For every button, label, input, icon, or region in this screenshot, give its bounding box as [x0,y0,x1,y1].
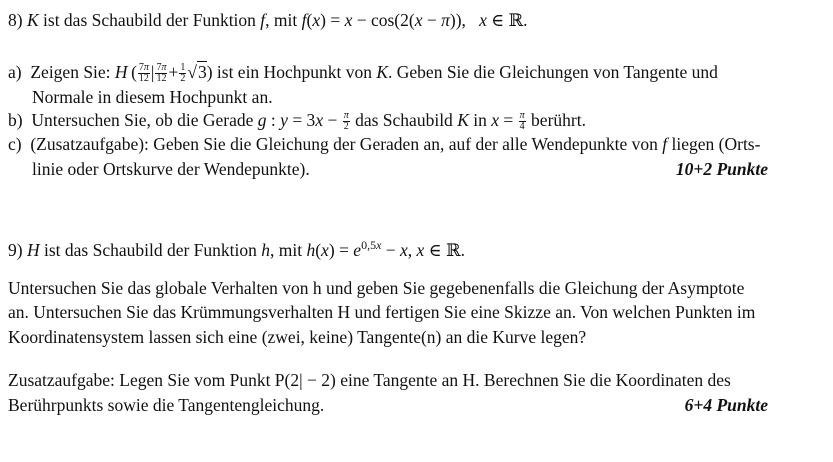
task9-number: 9) [8,240,23,260]
task9-para2-line1: Zusatzaufgabe: Legen Sie vom Punkt P(2| − 2) eine Tangente an H. Berechnen Sie die Koordinaten des [8,370,731,390]
task9-intro: 9) H ist das Schaubild der Funktion h, mit $h(x) = e^{0,5x} - x$, x ∈ ℝ. [8,238,465,260]
task8-b-label: b) [8,110,23,130]
task8-number: 8) [8,10,23,30]
task8-intro: 8) K ist das Schaubild der Funktion f, mit f(x) = x − cos(2(x − π)), x ∈ ℝ. [8,10,528,30]
task8-c-line1: c) (Zusatzaufgabe): Geben Sie die Gleichung der Geraden an, auf der alle Wendepunkte von f liegen (Orts- [8,134,761,154]
task8-c-label: c) [8,134,22,154]
task8-b-line: b) Untersuchen Sie, ob die Gerade g : y = 3x − $\frac{\pi}{2}$ das Schaubild K in x = $\frac{\pi}{4}$ berührt. [8,110,586,133]
task9-para1-line3: Koordinatensystem lassen sich eine (zwei, keine) Tangente(n) an die Kurve legen? [8,327,587,347]
task8-a-label: a) [8,62,22,82]
task9-para2-line2: Berührpunkts sowie die Tangentengleichung. [8,395,325,415]
task8-points: 10+2 Punkte [675,159,768,179]
task9-para1-line1: Untersuchen Sie das globale Verhalten von h und geben Sie gegebenenfalls die Gleichung der Asymptote [8,278,745,298]
task9-para1-line2: an. Untersuchen Sie das Krümmungsverhalten H und fertigen Sie eine Skizze an. Von welchen Punkten im [8,302,756,322]
task8-a-line1: a) Zeigen Sie: H ( $\frac{7\pi}{12}$ | $\frac{7\pi}{12}$ + $\frac{1}{2}$ √3) ist ein Hochpunkt von K. Geben Sie die Gleichungen von Tangente und [8,62,718,85]
task8-c-line2: linie oder Ortskurve der Wendepunkte). [32,159,310,179]
task9-points: 6+4 Punkte [684,395,768,415]
task8-a-line2: Normale in diesem Hochpunkt an. [32,87,273,107]
